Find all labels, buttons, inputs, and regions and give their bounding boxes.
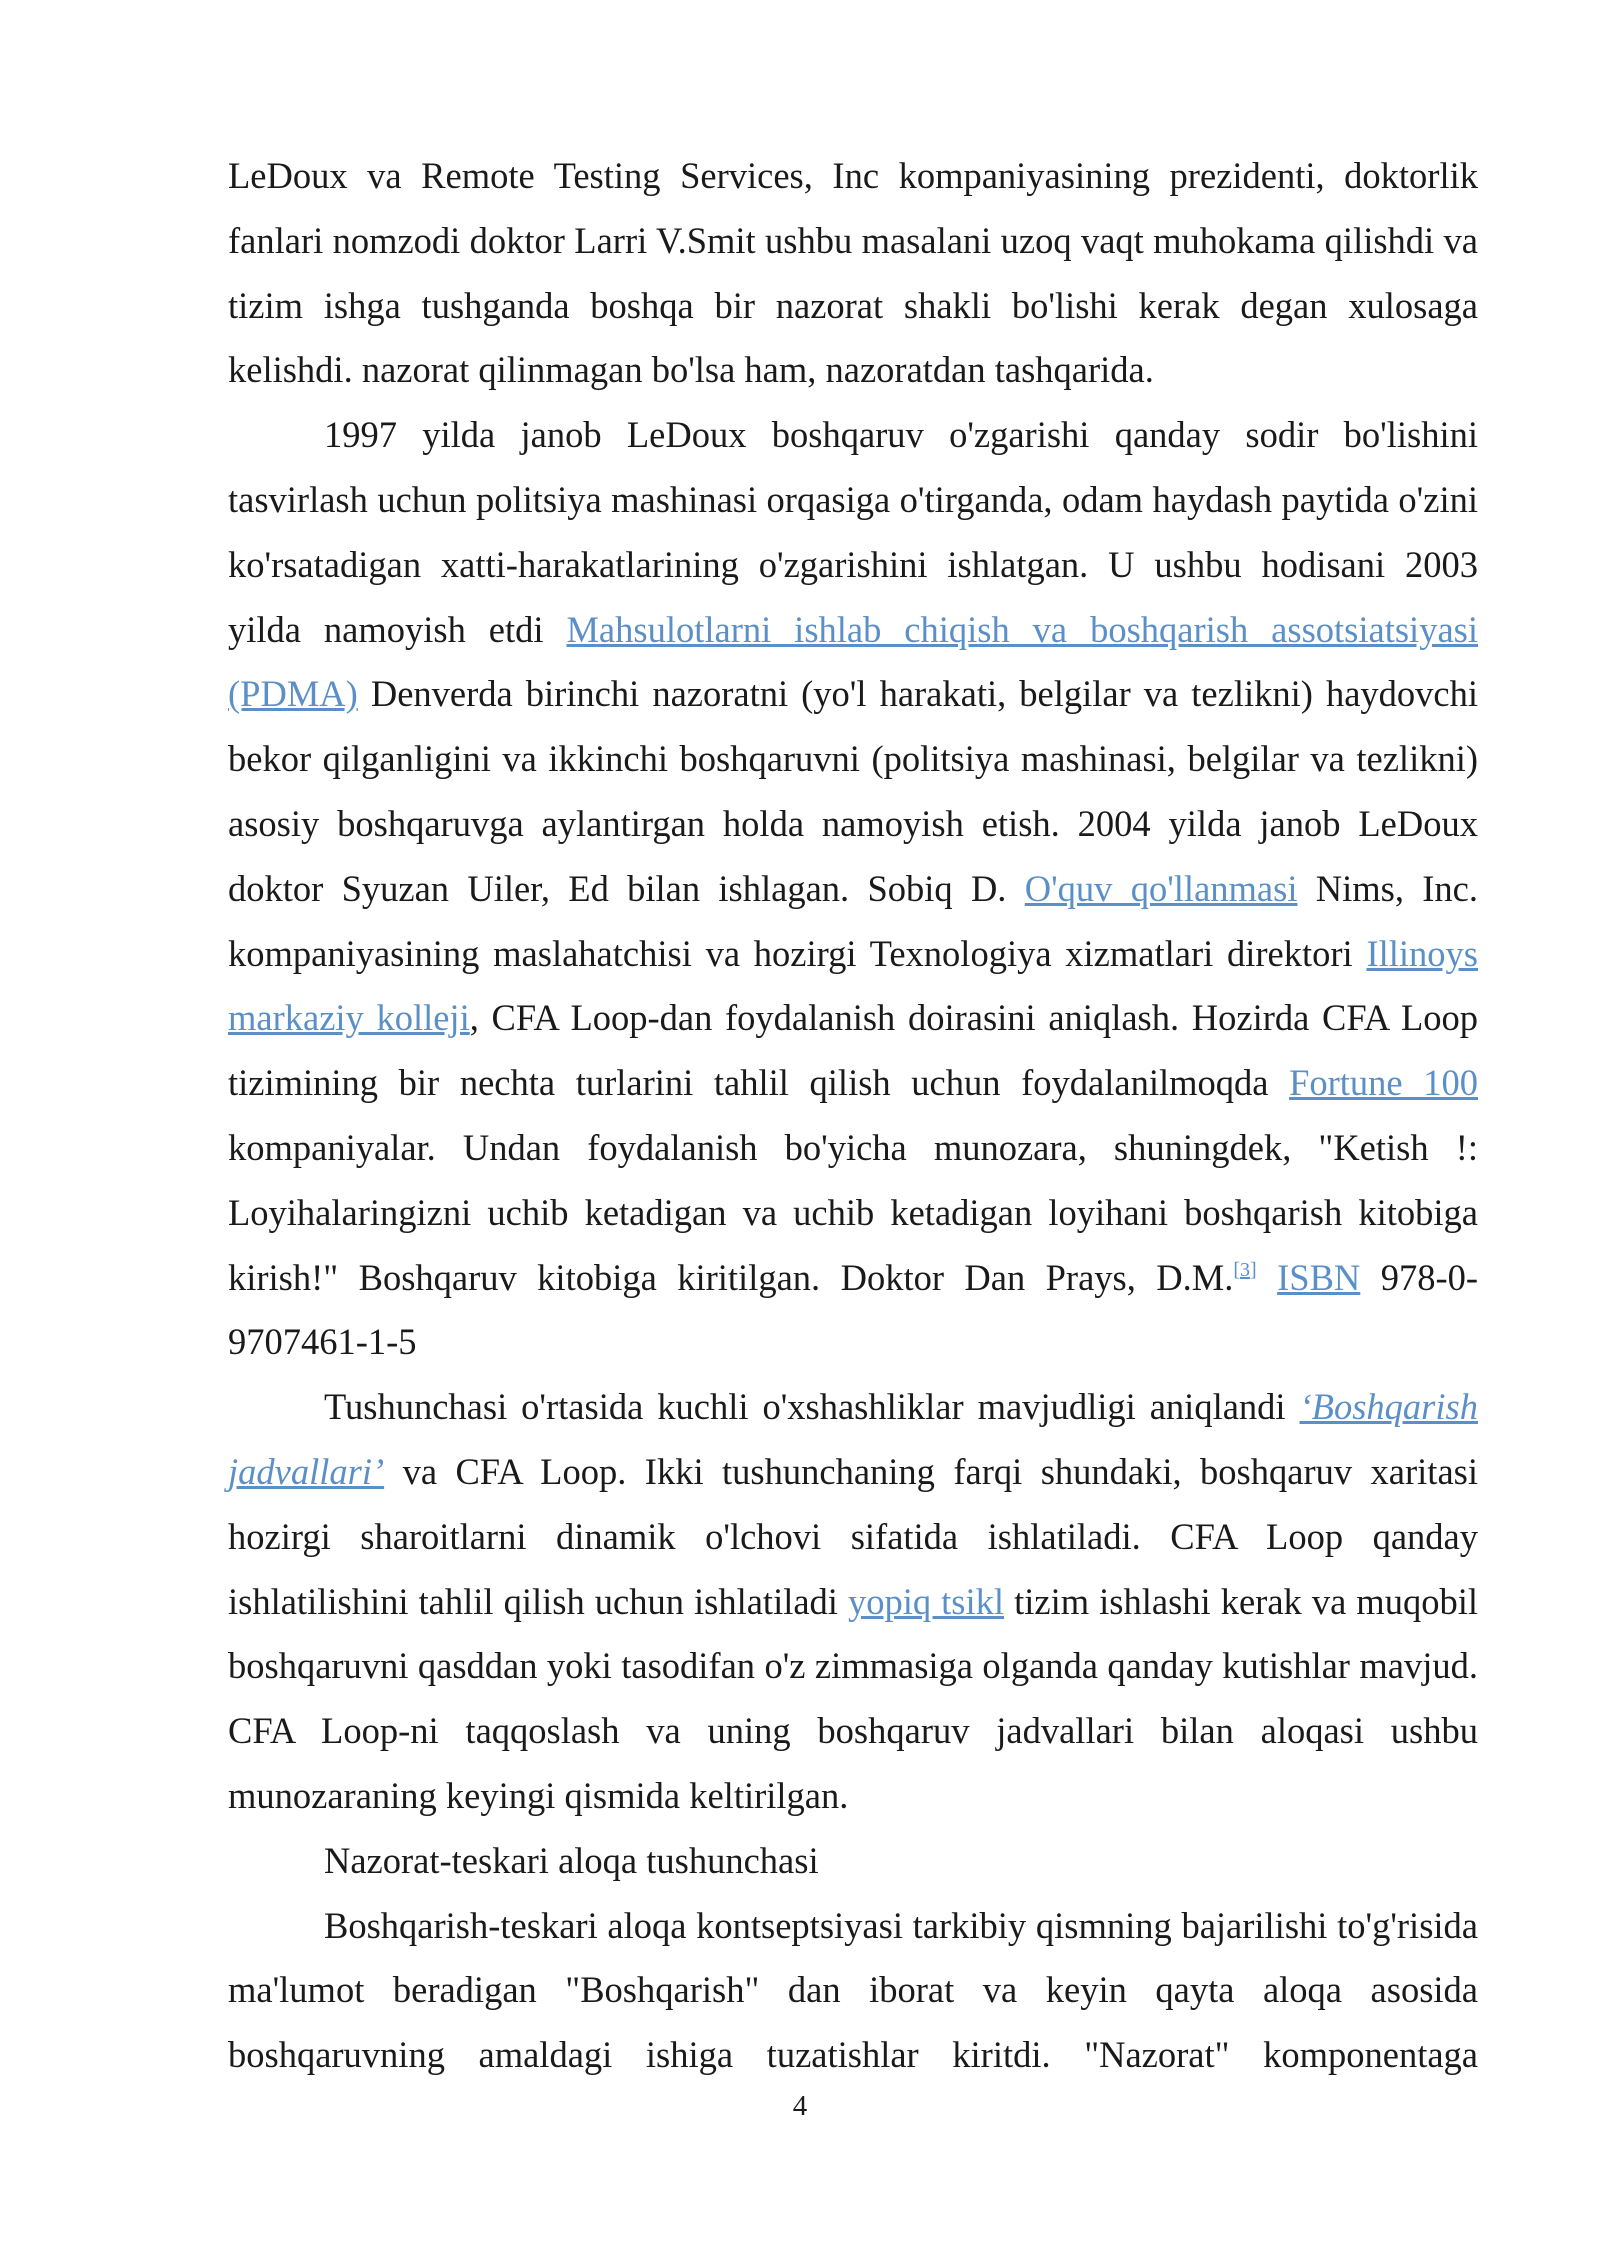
link-control-charts-label[interactable]: ‘Boshqarish jadvallari’: [228, 1386, 1478, 1492]
paragraph-2-text-3: Nims, Inc. kompaniyasining maslahatchisi va hozirgi Texnologiya xizmatlari direktori: [228, 867, 1479, 974]
paragraph-3: [228, 1375, 1478, 1829]
paragraph-2-space: [1257, 1257, 1277, 1298]
paragraph-2-text-4: , CFA Loop-dan foydalanish doirasini aniqlash. Hozirda CFA Loop tizimining bir nechta turlarini tahlil qilish uchun foydalanilmoqda: [228, 997, 1478, 1104]
link-study-guide[interactable]: O'quv qo'llanmasi: [1024, 867, 1298, 909]
page-number: 4: [792, 2090, 808, 2122]
link-pdma[interactable]: Mahsulotlarni ishlab chiqish va boshqarish assotsiatsiyasi (PDMA): [228, 608, 1478, 715]
document-body: [228, 144, 1478, 2088]
paragraph-2: [228, 403, 1478, 1375]
paragraph-2-text-2: Denverda birinchi nazoratni (yo'l harakati, belgilar va tezlikni) haydovchi bekor qilganligini va ikkinchi boshqaruvni (politsiya mashinasi, belgilar va tezlikni) asosiy boshqaruvga aylantirgan holda namoyish etish. 2004 yilda janob LeDoux doktor Syuzan Uiler, Ed bilan ishlagan. Sobiq D.: [228, 673, 1478, 909]
link-fortune-100[interactable]: Fortune 100: [1289, 1062, 1478, 1104]
paragraph-3-text-1: Tushunchasi o'rtasida kuchli o'xshashliklar mavjudligi aniqlandi: [324, 1386, 1300, 1428]
paragraph-3-text-2: va CFA Loop. Ikki tushunchaning farqi shundaki, boshqaruv xaritasi hozirgi sharoitlarni dinamik o'lchovi sifatida ishlatiladi. CFA Loop qanday ishlatilishini tahlil qilish uchun ishlatiladi: [228, 1450, 1478, 1622]
link-isbn[interactable]: ISBN: [1277, 1256, 1361, 1298]
paragraph-2-text-1: 1997 yilda janob LeDoux boshqaruv o'zgarishi qanday sodir bo'lishini tasvirlash uchun politsiya mashinasi orqasiga o'tirganda, odam haydash paytida o'zini ko'rsatadigan xatti-harakatlarining o'zgarishini ishlatgan. U ushbu hodisani 2003 yilda namoyish etdi: [228, 414, 1478, 650]
section-heading: Nazorat-teskari aloqa tushunchasi: [324, 1839, 819, 1881]
paragraph-1: [228, 144, 1478, 403]
paragraph-4-text: Boshqarish-teskari aloqa kontseptsiyasi tarkibiy qismning bajarilishi to'g'risida ma'lumot beradigan "Boshqarish" dan iborat va keyin qayta aloqa asosida boshqaruvning amaldagi ishiga tuzatishlar kiritdi. "Nazorat" komponentaga: [228, 1904, 1478, 2076]
footnote-reference-3[interactable]: [3]: [1233, 1258, 1257, 1281]
paragraph-1-text: LeDoux va Remote Testing Services, Inc kompaniyasining prezidenti, doktorlik fanlari nomzodi doktor Larri V.Smit ushbu masalani uzoq vaqt muhokama qilishdi va tizim ishga tushganda boshqa bir nazorat shakli bo'lishi kerak degan xulosaga kelishdi. nazorat qilinmagan bo'lsa ham, nazoratdan tashqarida.: [228, 155, 1478, 391]
paragraph-2-text-5: kompaniyalar. Undan foydalanish bo'yicha munozara, shuningdek, "Ketish !: Loyihalaringizni uchib ketadigan va uchib ketadigan loyihani boshqarish kitobiga kirish!" Boshqaruv kitobiga kiritilgan. Doktor Dan Prays, D.M.: [228, 1126, 1478, 1298]
paragraph-2-text-7: 978-0-9707461-1-5: [228, 1256, 1479, 1363]
link-closed-loop[interactable]: yopiq tsikl: [847, 1580, 1005, 1622]
link-illinois-central-college[interactable]: Illinoys markaziy kolleji: [228, 932, 1478, 1039]
paragraph-4: [228, 1894, 1478, 2088]
paragraph-3-text-3: tizim ishlashi kerak va muqobil boshqaruvni qasddan yoki tasodifan o'z zimmasiga olganda qanday kutishlar mavjud. CFA Loop-ni taqqoslash va uning boshqaruv jadvallari bilan aloqasi ushbu munozaraning keyingi qismida keltirilgan.: [228, 1580, 1478, 1816]
